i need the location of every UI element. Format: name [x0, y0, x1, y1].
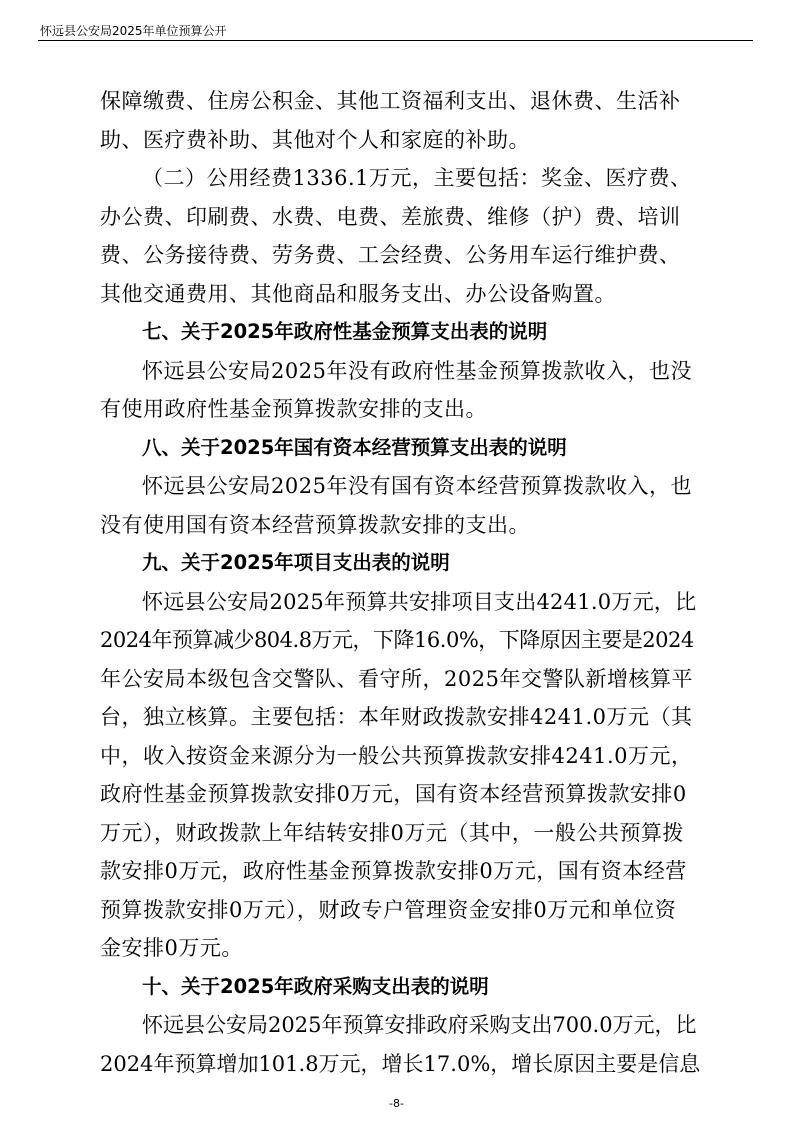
- page-number: -8-: [389, 1097, 404, 1110]
- body-text-line: 怀远县公安局2025年预算安排政府采购支出700.0万元，比: [142, 1013, 697, 1037]
- body-text-line: 中，收入按资金来源分为一般公共预算拨款安排4241.0万元，: [100, 743, 693, 768]
- document-body: [100, 82, 700, 1083]
- section-heading: 十、关于2025年政府采购支出表的说明: [142, 974, 489, 998]
- body-text-line: 年公安局本级包含交警队、看守所，2025年交警队新增核算平: [100, 666, 693, 691]
- body-text-line: 款安排0万元，政府性基金预算拨款安排0万元，国有资本经营: [100, 859, 687, 883]
- body-text-line: 其他交通费用、其他商品和服务支出、办公设备购置。: [100, 281, 616, 306]
- body-text-line: 怀远县公安局2025年预算共安排项目支出4241.0万元，比: [142, 589, 697, 614]
- body-text-line: 有使用政府性基金预算拨款安排的支出。: [100, 397, 487, 421]
- header-divider: [38, 40, 753, 41]
- body-text-line: 办公费、印刷费、水费、电费、差旅费、维修（护）费、培训: [100, 204, 681, 229]
- body-text-line: 怀远县公安局2025年没有国有资本经营预算拨款收入，也: [142, 474, 692, 498]
- body-text-line: 没有使用国有资本经营预算拨款安排的支出。: [100, 512, 530, 537]
- body-text-line: 助、医疗费补助、其他对个人和家庭的补助。: [100, 127, 530, 152]
- body-text-line: 预算拨款安排0万元），财政专户管理资金安排0万元和单位资: [100, 897, 677, 922]
- body-text-line: 2024年预算减少804.8万元，下降16.0%，下降原因主要是2024: [100, 628, 694, 652]
- section-heading: 八、关于2025年国有资本经营预算支出表的说明: [142, 435, 567, 459]
- body-text-line: 保障缴费、住房公积金、其他工资福利支出、退休费、生活补: [100, 89, 681, 113]
- section-heading: 九、关于2025年项目支出表的说明: [142, 551, 450, 574]
- body-text-line: 万元），财政拨款上年结转安排0万元（其中，一般公共预算拨: [100, 820, 684, 845]
- body-text-line: 政府性基金预算拨款安排0万元，国有资本经营预算拨款安排0: [100, 782, 687, 806]
- document-header-title: 怀远县公安局2025年单位预算公开: [40, 24, 227, 38]
- body-text-line: 金安排0万元。: [100, 936, 243, 960]
- section-heading: 七、关于2025年政府性基金预算支出表的说明: [142, 320, 548, 343]
- body-text-line: （二）公用经费1336.1万元，主要包括：奖金、医疗费、: [142, 166, 692, 190]
- body-text-line: 怀远县公安局2025年没有政府性基金预算拨款收入，也没: [142, 358, 692, 383]
- body-text-line: 2024年预算增加101.8万元，增长17.0%，增长原因主要是信息: [100, 1051, 701, 1076]
- body-text-line: 费、公务接待费、劳务费、工会经费、公务用车运行维护费、: [100, 243, 681, 267]
- body-text-line: 台，独立核算。主要包括：本年财政拨款安排4241.0万元（其: [100, 705, 693, 729]
